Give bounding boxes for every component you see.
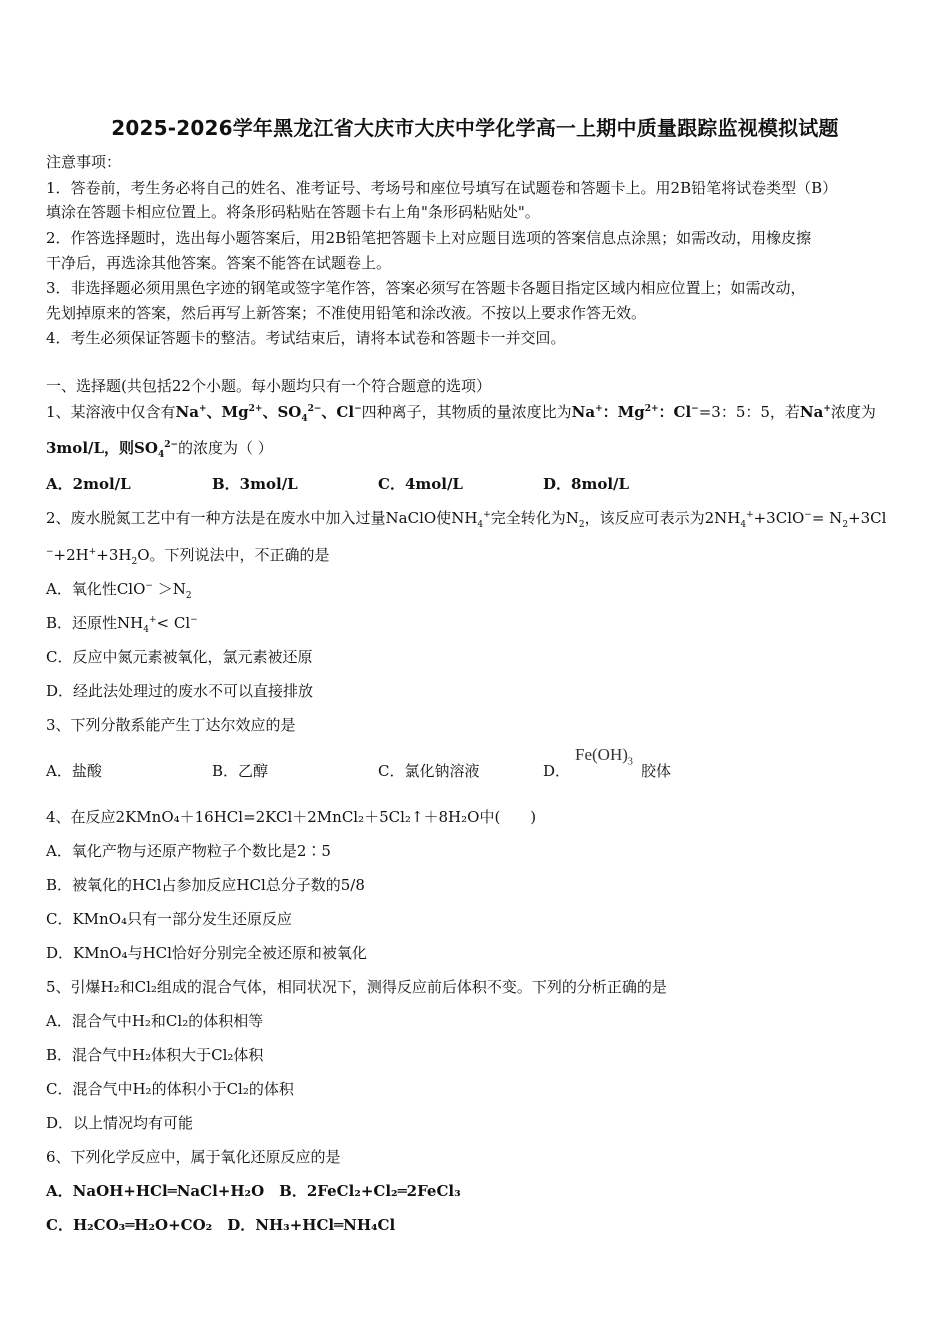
q4-option-d[interactable]: D．KMnO₄与HCl恰好分别完全被还原和被氧化 (46, 944, 367, 962)
q2-option-b[interactable]: B．还原性$NH_4^+< Cl^-$ (46, 614, 198, 635)
section-heading: 一、选择题(共包括22个小题。每小题均只有一个符合题意的选项） (46, 377, 491, 395)
question-1-stem: 1、某溶液中仅含有Na+、$Mg^{2+}$、$SO_4^{2-}$、Cl−四种离子，其物质的量浓度比为Na+：$Mg^{2+}$：Cl−=3：5：5，若Na+浓度为 (46, 403, 876, 424)
q2-option-a[interactable]: A．氧化性$ClO^- >N_2$ (46, 580, 192, 601)
q2-option-c[interactable]: C．反应中氮元素被氧化，氯元素被还原 (46, 648, 313, 666)
notice-heading: 注意事项： (46, 153, 122, 171)
notice-line-1: 1．答卷前，考生务必将自己的姓名、准考证号、考场号和座位号填写在试题卷和答题卡上。用2B铅笔将试卷类型（B） (46, 179, 838, 197)
q3-option-d-formula: $Fe(OH)_3$ (575, 745, 633, 768)
q3-option-d-suffix: 胶体 (641, 762, 672, 780)
notice-line-2: 填涂在答题卡相应位置上。将条形码粘贴在答题卡右上角"条形码粘贴处"。 (46, 203, 540, 221)
notice-line-7: 4．考生必须保证答题卡的整洁。考试结束后，请将本试卷和答题卡一并交回。 (46, 329, 566, 347)
q1-option-c[interactable]: C．4mol/L (378, 475, 463, 493)
q6-options-ab[interactable]: A．NaOH+HCl═NaCl+H₂O B．2FeCl₂+Cl₂═2FeCl₃ (46, 1182, 461, 1200)
q3-option-c[interactable]: C．氯化钠溶液 (378, 762, 480, 780)
q1-option-d[interactable]: D．8mol/L (543, 475, 630, 493)
q3-option-a[interactable]: A．盐酸 (46, 762, 102, 780)
notice-line-4: 干净后，再选涂其他答案。答案不能答在试题卷上。 (46, 254, 392, 272)
question-2-stem: 2、废水脱氮工艺中有一种方法是在废水中加入过量NaClO使$NH_4^+$完全转化为$N_2$，该反应可表示为$2NH_4^++3ClO^-= N_2+3Cl$ (46, 509, 887, 530)
question-6-stem: 6、下列化学反应中，属于氧化还原反应的是 (46, 1148, 341, 1166)
q1-option-a[interactable]: A．2mol/L (46, 475, 131, 493)
q4-option-c[interactable]: C．KMnO₄只有一部分发生还原反应 (46, 910, 293, 928)
q5-option-c[interactable]: C．混合气中H₂的体积小于Cl₂的体积 (46, 1080, 294, 1098)
q4-option-b[interactable]: B．被氧化的HCl占参加反应HCl总分子数的5/8 (46, 876, 365, 894)
question-5-stem: 5、引爆H₂和Cl₂组成的混合气体，相同状况下，测得反应前后体积不变。下列的分析正确的是 (46, 978, 667, 996)
q5-option-a[interactable]: A．混合气中H₂和Cl₂的体积相等 (46, 1012, 264, 1030)
notice-line-5: 3．非选择题必须用黑色字迹的钢笔或签字笔作答，答案必须写在答题卡各题目指定区域内相应位置上；如需改动， (46, 279, 806, 297)
question-1-stem-line2: 3mol/L，则$SO_4^{2-}$的浓度为（ ） (46, 439, 273, 460)
notice-line-6: 先划掉原来的答案，然后再写上新答案；不准使用铅笔和涂改液。不按以上要求作答无效。 (46, 304, 647, 322)
q1-option-b[interactable]: B．3mol/L (212, 475, 298, 493)
q5-option-d[interactable]: D．以上情况均有可能 (46, 1114, 194, 1132)
q5-option-b[interactable]: B．混合气中H₂体积大于Cl₂体积 (46, 1046, 264, 1064)
question-4-stem: 4、在反应2KMnO₄＋16HCl=2KCl＋2MnCl₂＋5Cl₂↑＋8H₂O中( ) (46, 808, 537, 826)
question-3-stem: 3、下列分散系能产生丁达尔效应的是 (46, 716, 296, 734)
question-2-stem-line2: $^-+2H^++3H_2O$。下列说法中，不正确的是 (46, 546, 330, 567)
page-title: 2025-2026学年黑龙江省大庆市大庆中学化学高一上期中质量跟踪监视模拟试题 (111, 116, 839, 140)
q2-option-d[interactable]: D．经此法处理过的废水不可以直接排放 (46, 682, 314, 700)
notice-line-3: 2．作答选择题时，选出每小题答案后，用2B铅笔把答题卡上对应题目选项的答案信息点涂黑；如需改动，用橡皮擦 (46, 229, 812, 247)
q6-options-cd[interactable]: C．H₂CO₃═H₂O+CO₂ D．NH₃+HCl═NH₄Cl (46, 1216, 396, 1234)
q3-option-b[interactable]: B．乙醇 (212, 762, 269, 780)
q4-option-a[interactable]: A．氧化产物与还原产物粒子个数比是2∶5 (46, 842, 331, 860)
q3-option-d[interactable]: D． (543, 762, 571, 780)
